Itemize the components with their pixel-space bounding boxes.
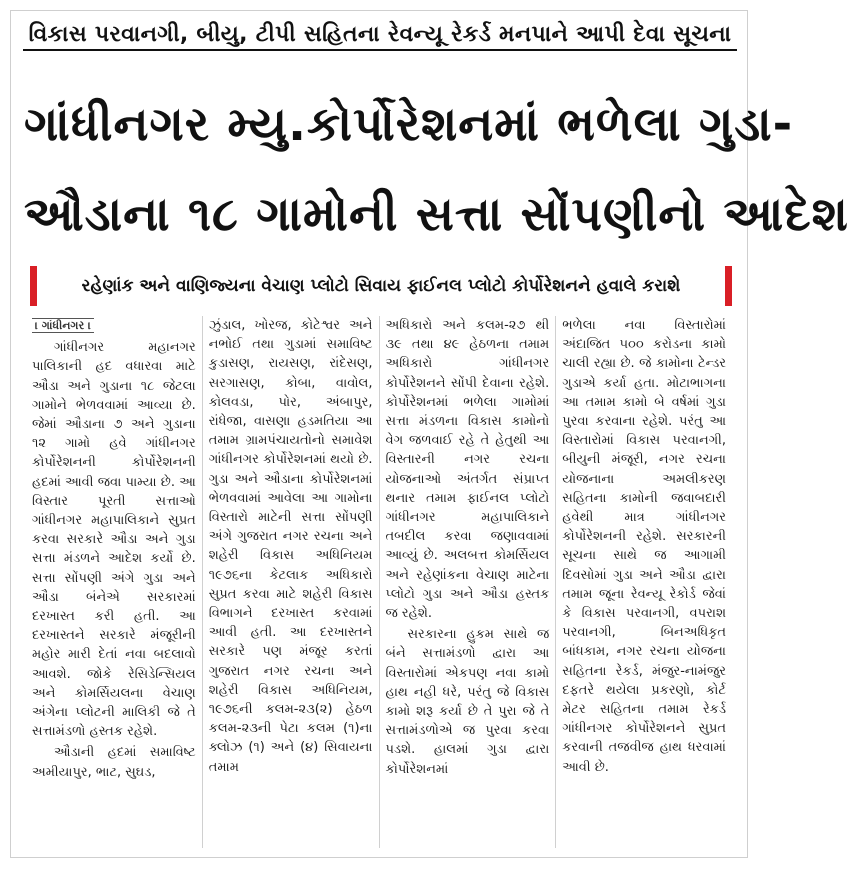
- kicker-container: [0, 22, 760, 51]
- body-paragraph: સરકારના હુકમ સાથે જ બંને સત્તામંડળો દ્વારા આ વિસ્તારોમાં એકપણ નવા કામો હાથ નહી ધરે, પરંતુ જે વિકાસ કામો શરૂ કર્યા છે તે પુરા જે તે સત્તામંડળોએ જ પુરવા કરવા પડશે. હાલમાં ગુડા દ્વારા કોર્પોરેશનમાં: [385, 627, 550, 777]
- article-column-2: [202, 316, 379, 848]
- subheadline-bar: [30, 266, 732, 306]
- body-paragraph: ગાંધીનગર મહાનગર પાલિકાની હદ વધારવા માટે ઔડા અને ગુડાના ૧૮ જેટલા ગામોને ભેળવવામાં આવ્યા છે. જેમાં ઔડાના ૭ અને ગુડાના ૧૨ ગામો હવે ગાંધીનગર કોર્પોરેશનની કોર્પોરેશનની હદમાં આવી જવા પામ્યા છે. આ વિસ્તાર પૂરતી સત્તાઓ ગાંધીનગર મહાપાલિકાને સુપ્રત કરવા સરકારે ઔડા અને ગુડા સત્તા મંડળને આદેશ કર્યો છે. સત્તા સોંપણી અંગે ગુડા અને ઔડા બંનેએ સરકારમાં દરખાસ્ત કરી હતી. આ દરખાસ્તને સરકારે મંજૂરીની મહોર મારી દેતાં નવા બદલાવો આવશે. જોકે રેસિડેન્સિયલ અને કોમર્સિયલના વેચાણ અંગેના પ્લોટની માલિકી જે તે સત્તામંડળો હસ્તક રહેશે.: [32, 340, 196, 740]
- article-column-1: [30, 316, 202, 848]
- subheadline: રહેણાંક અને વાણિજ્યના વેચાણ પ્લોટો સિવાય ફાઈનલ પ્લોટો કોર્પોરેશનને હવાલે કરાશે: [81, 276, 681, 296]
- body-paragraph: ઝુંડાલ, ખોરજ, કોટેશ્વર અને નભોઈ તથા ગુડામાં સમાવિષ્ટ કુડાસણ, રાયસણ, રાંદેસણ, સરગાસણ, કોબા, વાવોલ, કોલવડા, પોર, અંબાપુર, રાંધેજા, વાસણા હડમતિયા આ તમામ ગ્રામપંચાયતોનો સમાવેશ ગાંધીનગર કોર્પોરેશનમાં થયો છે. ગુડા અને ઔડાના કોર્પોરેશનમાં ભેળવવામાં આવેલા આ ગામોના વિસ્તારો માટેની સત્તા સોંપણી અંગે ગુજરાત નગર રચના અને શહેરી વિકાસ અધિનિયમ ૧૯૭૬ના કેટલાક અધિકારો સુપ્રત કરવા માટે શહેરી વિકાસ વિભાગને દરખાસ્ત કરવામાં આવી હતી. આ દરખાસ્તને સરકારે પણ મંજૂર કરતાં ગુજરાત નગર રચના અને શહેરી વિકાસ અધિનિયમ, ૧૯૭૬ની કલમ-૨૩(૨) હેઠળ કલમ-૨૩ની પેટા કલમ (૧)ના ક્લોઝ (૧) અને (૪) સિવાયના તમામ: [208, 318, 373, 775]
- article-column-4: [555, 316, 732, 848]
- article-body: [30, 316, 732, 848]
- kicker-line: વિકાસ પરવાનગી, બીયુ, ટીપી સહિતના રેવન્યૂ રેકર્ડ મનપાને આપી દેવા સૂચના: [23, 22, 738, 51]
- body-paragraph: ઔડાની હદમાં સમાવિષ્ટ અમીયાપુર, ભાટ, સુઘડ,: [32, 745, 196, 780]
- dateline: । ગાંધીનગર ।: [32, 316, 196, 335]
- headline: [24, 80, 849, 260]
- body-paragraph: ભળેલા નવા વિસ્તારોમાં અંદાજિત ૫૦૦ કરોડના કામો ચાલી રહ્યા છે. જે કામોના ટેન્ડર ગુડાએ કર્યા હતા. મોટાભાગના આ તમામ કામો બે વર્ષમાં ગુડા પુરવા કરવાના રહેશે. પરંતુ આ વિસ્તારોમાં વિકાસ પરવાનગી, બીયુની મંજૂરી, નગર રચના યોજનાના અમલીકરણ સહિતના કામોની જવાબદારી હવેથી માત્ર ગાંધીનગર કોર્પોરેશનની રહેશે. સરકારની સૂચના સાથે જ આગામી દિવસોમાં ગુડા અને ઔડા દ્વારા તમામ જૂના રેવન્યૂ રેકોર્ડ જેવાં કે વિકાસ પરવાનગી, વપરાશ પરવાનગી, બિનઅધિકૃત બાંધકામ, નગર રચના યોજના સહિતના રેકર્ડ, મંજુર-નામંજુર દફતરે થયેલા પ્રકરણો, કોર્ટ મેટર સહિતના તમામ રેકર્ડ ગાંધીનગર કોર્પોરેશનને સુપ્રત કરવાની તજવીજ હાથ ધરવામાં આવી છે.: [562, 318, 726, 775]
- headline-line-2: ઔડાના ૧૮ ગામોની સત્તા સોંપણીનો આદેશ: [24, 187, 849, 242]
- body-paragraph: અધિકારો અને કલમ-૨૭ થી ૩૯ તથા ૪૯ હેઠળના તમામ અધિકારો ગાંધીનગર કોર્પોરેશનને સોંપી દેવાના રહેશે. કોર્પોરેશનમાં ભળેલા ગામોમાં સત્તા મંડળના વિકાસ કામોનો વેગ જળવાઈ રહે તે હેતુથી આ વિસ્તારની નગર રચના યોજનાઓ અંતર્ગત સંપ્રાપ્ત થનાર તમામ ફાઈનલ પ્લોટો ગાંધીનગર મહાપાલિકાને તબદીલ કરવા જણાવવામાં આવ્યું છે. અલબત્ત કોમર્સિયલ અને રહેણાંકના વેચાણ માટેના પ્લોટો ગુડા અને ઔડા હસ્તક જ રહેશે.: [385, 318, 550, 622]
- article-column-3: [379, 316, 556, 848]
- headline-line-1: ગાંધીનગર મ્યુ.કોર્પોરેશનમાં ભળેલા ગુડા-: [24, 97, 794, 152]
